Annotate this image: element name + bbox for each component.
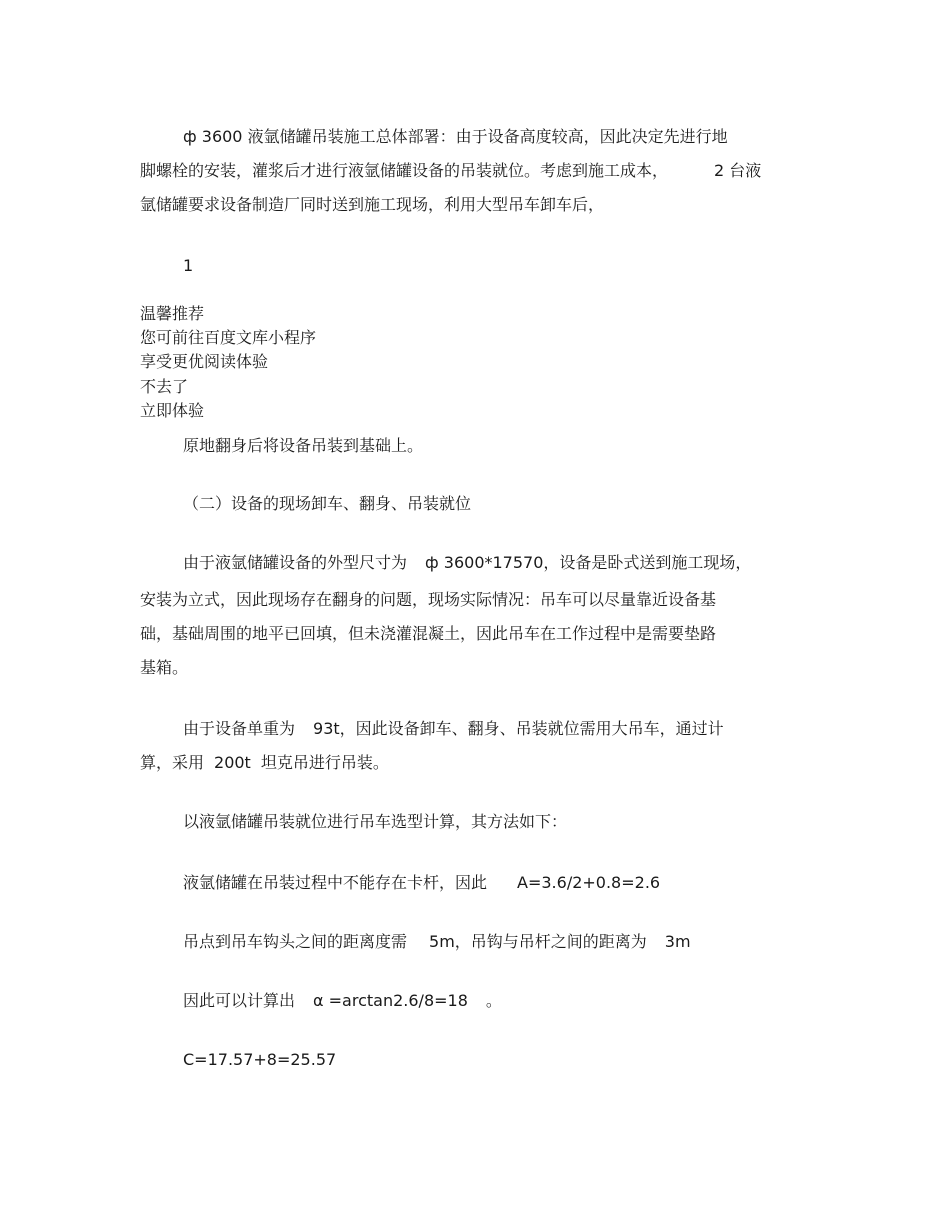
text-run: ф 3600 液氩储罐吊装施工总体部署：由于设备高度较高，因此决定先进行地 bbox=[183, 127, 728, 146]
text-run: 由于液氩储罐设备的外型尺寸为 bbox=[183, 553, 408, 572]
text-run: 200t bbox=[214, 753, 251, 772]
paragraph-3-line-2: 安装为立式，因此现场存在翻身的问题，现场实际情况：吊车可以尽量靠近设备基 bbox=[140, 590, 717, 609]
paragraph-7 bbox=[183, 932, 691, 952]
text-run: 氩储罐要求设备制造厂同时送到施工现场，利用大型吊车卸车后， bbox=[140, 195, 605, 214]
paragraph-5: 以液氩储罐吊装就位进行吊车选型计算，其方法如下： bbox=[183, 812, 568, 831]
formula: A=3.6/2+0.8=2.6 bbox=[517, 873, 661, 892]
paragraph-3-line-3: 础，基础周围的地平已回填，但未浇灌混凝土，因此吊车在工作过程中是需要垫路 bbox=[140, 624, 717, 643]
text-run: 3m bbox=[664, 932, 691, 951]
paragraph-4-line-2 bbox=[140, 753, 389, 773]
page-number: 1 bbox=[183, 256, 194, 275]
formula: α =arctan2.6/8=18 bbox=[313, 991, 468, 1010]
paragraph-1-line-1 bbox=[183, 127, 728, 147]
paragraph-9: C=17.57+8=25.57 bbox=[183, 1050, 337, 1069]
text-run: 由于设备单重为 bbox=[183, 719, 296, 738]
text-run: 液氩储罐在吊装过程中不能存在卡杆，因此 bbox=[183, 873, 488, 892]
paragraph-8 bbox=[183, 991, 502, 1011]
popup-cancel-button[interactable]: 不去了 bbox=[140, 377, 189, 396]
text-run: 坦克吊进行吊装。 bbox=[260, 753, 389, 772]
text-run: 脚螺栓的安装，灌浆后才进行液氩储罐设备的吊装就位。考虑到施工成本， bbox=[140, 161, 669, 180]
text-run: 吊点到吊车钩头之间的距离度需 bbox=[183, 932, 408, 951]
text-run: 2 台液 bbox=[714, 161, 762, 180]
text-run: 。 bbox=[485, 991, 502, 1010]
paragraph-4-line-1 bbox=[183, 719, 724, 739]
text-run: 5m，吊钩与吊杆之间的距离为 bbox=[429, 932, 647, 951]
text-run: 93t，因此设备卸车、翻身、吊装就位需用大吊车，通过计 bbox=[313, 719, 724, 738]
popup-confirm-button[interactable]: 立即体验 bbox=[140, 401, 205, 420]
popup-message-line-2: 享受更优阅读体验 bbox=[140, 352, 269, 371]
text-run: 因此可以计算出 bbox=[183, 991, 296, 1010]
text-run: ф 3600*17570，设备是卧式送到施工现场， bbox=[425, 553, 752, 572]
section-heading: （二）设备的现场卸车、翻身、吊装就位 bbox=[183, 494, 472, 513]
paragraph-1-line-2 bbox=[140, 161, 761, 181]
paragraph-6 bbox=[183, 873, 660, 893]
paragraph-3-line-1 bbox=[183, 553, 751, 573]
text-run: 算，采用 bbox=[140, 753, 205, 772]
paragraph-1-line-3 bbox=[140, 195, 604, 215]
popup-title: 温馨推荐 bbox=[140, 304, 205, 323]
paragraph-2: 原地翻身后将设备吊装到基础上。 bbox=[183, 436, 424, 455]
popup-message-line-1: 您可前往百度文库小程序 bbox=[140, 328, 317, 347]
paragraph-3-line-4: 基箱。 bbox=[140, 658, 189, 677]
